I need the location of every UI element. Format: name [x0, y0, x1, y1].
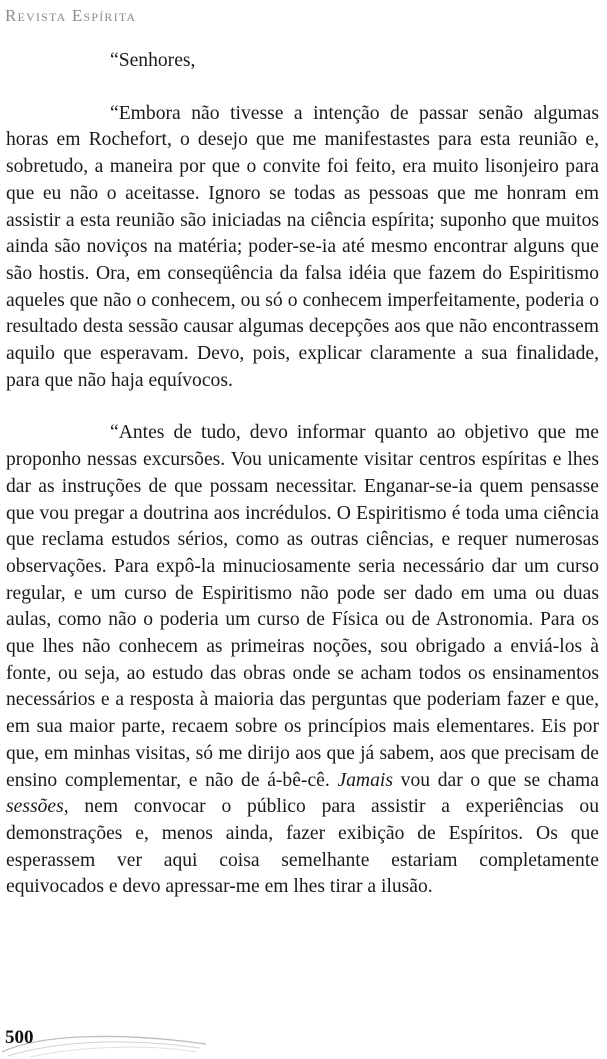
- running-head: Revista Espírita: [5, 6, 137, 25]
- body-text: [6, 48, 599, 901]
- paragraph-2: [6, 420, 599, 901]
- paragraph-2-part-2: vou dar o que se chama: [400, 769, 599, 791]
- paragraph-1: “Embora não tivesse a intenção de passar senão algumas horas em Rochefort, o desejo que me manifestastes para esta reunião e, sobretudo, a maneira por que o convite foi feito, era muito lisonjeiro para que eu não o aceitasse. Ignoro se todas as pessoas que me honram em assistir a esta reunião são iniciadas na ciência espírita; suponho que muitos ainda são noviços na matéria; poder-se-ia até mesmo encontrar alguns que são hostis. Ora, em conseqüência da falsa idéia que fazem do Espiritismo aqueles que não o conhecem, ou só o conhecem imperfeitamente, poderia o resultado desta sessão causar algumas decepções aos que não encontrassem aquilo que esperavam. Devo, pois, explicar claramente a sua finalidade, para que não haja equívocos.: [6, 102, 599, 391]
- page-number: 500: [5, 1027, 34, 1048]
- salutation: “Senhores,: [110, 50, 196, 71]
- paragraph-2-part-3: , nem convocar o público para assistir a experiências ou demonstrações e, menos ainda, fazer exibição de Espíritos. Os que esperassem ver aqui coisa semelhante estariam completamente equivocados e devo apressar-me em lhes tirar a ilusão.: [6, 796, 599, 898]
- paragraph-2-part-1: “Antes de tudo, devo informar quanto ao objetivo que me proponho nessas excursões. Vou unicamente visitar centros espíritas e lhes dar as instruções de que possam necessitar. Enganar-se-ia quem pensasse que vou pregar a doutrina aos incrédulos. O Espiritismo é toda uma ciência que reclama estudos sérios, como as outras ciências, e requer numerosas observações. Para expô-la minuciosamente seria necessário dar um curso regular, e um curso de Espiritismo não pode ser dado em uma ou duas aulas, como não o poderia um curso de Física ou de Astronomia. Para os que lhes não conhecem as primeiras noções, sou obrigado a enviá-los à fonte, ou seja, ao estudo das obras onde se acham todos os ensinamentos necessários e a resposta à maioria das perguntas que poderiam fazer e que, em sua maior parte, recaem sobre os princípios mais elementares. Eis por que, em minhas visitas, só me dirijo aos que já sabem, aos que precisam de ensino complementar, e não de á-bê-cê.: [6, 422, 599, 791]
- emphasis-jamais: Jamais: [337, 769, 393, 791]
- emphasis-sessoes: sessões: [6, 796, 64, 818]
